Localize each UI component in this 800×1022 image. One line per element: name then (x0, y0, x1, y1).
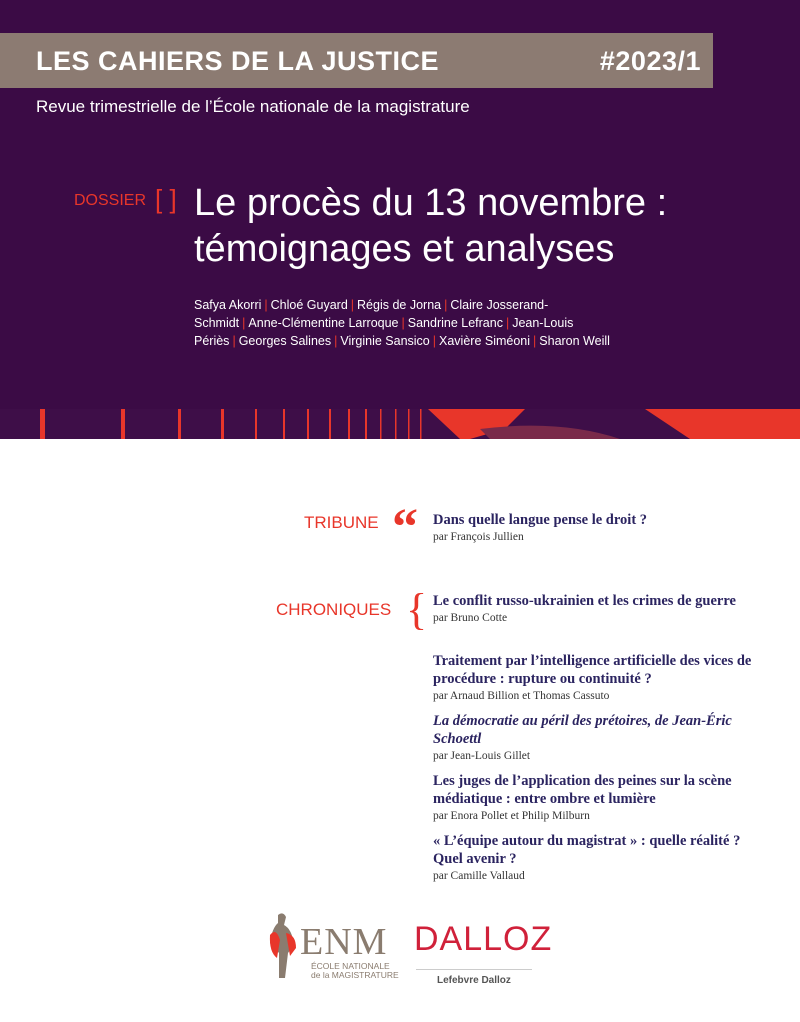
separator: | (444, 298, 448, 312)
decorative-strip (0, 409, 800, 439)
article-title: Traitement par l’intelligence artificielle des vices de procédure : rupture ou continuité ? (433, 653, 752, 687)
enm-sub-line: ÉCOLE NATIONALE (311, 961, 390, 971)
separator: | (505, 316, 510, 330)
issue-number: #2023/1 (599, 46, 701, 76)
separator: | (264, 298, 268, 312)
enm-wordmark: ENM (300, 921, 388, 963)
separator: | (350, 298, 355, 312)
separator: | (334, 334, 338, 348)
lefebvre-dalloz: Lefebvre Dalloz (437, 975, 511, 986)
separator: | (242, 316, 246, 330)
enm-sub-line: de la MAGISTRATURE (311, 970, 399, 980)
brace-icon: { (406, 585, 428, 634)
separator: | (533, 334, 537, 348)
article-author: par Arnaud Billion et Thomas Cassuto (433, 690, 610, 702)
author-name: Régis de Jorna (357, 298, 442, 312)
separator: | (232, 334, 236, 348)
article-author: par François Jullien (433, 531, 524, 543)
dalloz-logo: DALLOZ (414, 920, 553, 958)
chronique-article (433, 592, 753, 624)
enm-subtitle (311, 962, 399, 980)
chroniques-label: CHRONIQUES (276, 600, 392, 619)
dossier-label: DOSSIER (74, 192, 147, 209)
author-name: Claire Josserand-Schmidt (194, 298, 549, 330)
chronique-article (433, 652, 763, 702)
divider (416, 969, 532, 970)
enm-logo (268, 910, 298, 985)
title-line: Le procès du 13 novembre : (194, 182, 668, 224)
author-list (194, 296, 634, 350)
journal-subtitle: Revue trimestrielle de l’École nationale de la magistrature (36, 97, 470, 116)
article-title: La démocratie au péril des prétoires, de Jean-Éric Schoettl (433, 713, 732, 747)
author-name: Sharon Weill (539, 334, 610, 348)
quote-icon: “ (392, 499, 418, 556)
author-name: Jean-Louis Périès (194, 316, 574, 348)
separator: | (401, 316, 405, 330)
journal-title: LES CAHIERS DE LA JUSTICE (36, 46, 440, 76)
cover-top (0, 0, 800, 438)
article-title: Dans quelle langue pense le droit ? (433, 512, 648, 528)
article-author: par Bruno Cotte (433, 612, 508, 624)
bracket-icon: [ ] (155, 184, 177, 214)
article-title: « L’équipe autour du magistrat » : quelle réalité ? Quel avenir ? (433, 833, 741, 867)
header-band (0, 33, 713, 88)
author-name: Xavière Siméoni (439, 334, 531, 348)
article-author: par Enora Pollet et Philip Milburn (433, 810, 590, 822)
author-name: Anne-Clémentine Larroque (248, 316, 399, 330)
chronique-article (433, 712, 753, 762)
author-name: Georges Salines (238, 334, 332, 348)
article-author: par Jean-Louis Gillet (433, 750, 531, 762)
dossier-title (194, 180, 667, 272)
chronique-article (433, 772, 753, 822)
author-name: Safya Akorri (194, 298, 262, 312)
separator: | (432, 334, 437, 348)
tribune-label: TRIBUNE (304, 513, 379, 532)
author-name: Virginie Sansico (340, 334, 430, 348)
tribune-article (433, 511, 763, 543)
chronique-article (433, 832, 753, 882)
author-name: Chloé Guyard (270, 298, 348, 312)
title-line: témoignages et analyses (194, 228, 615, 270)
article-author: par Camille Vallaud (433, 870, 525, 882)
article-title: Les juges de l’application des peines sur la scène médiatique : entre ombre et lumière (433, 773, 732, 807)
author-name: Sandrine Lefranc (407, 316, 503, 330)
article-title: Le conflit russo-ukrainien et les crimes de guerre (433, 593, 736, 609)
